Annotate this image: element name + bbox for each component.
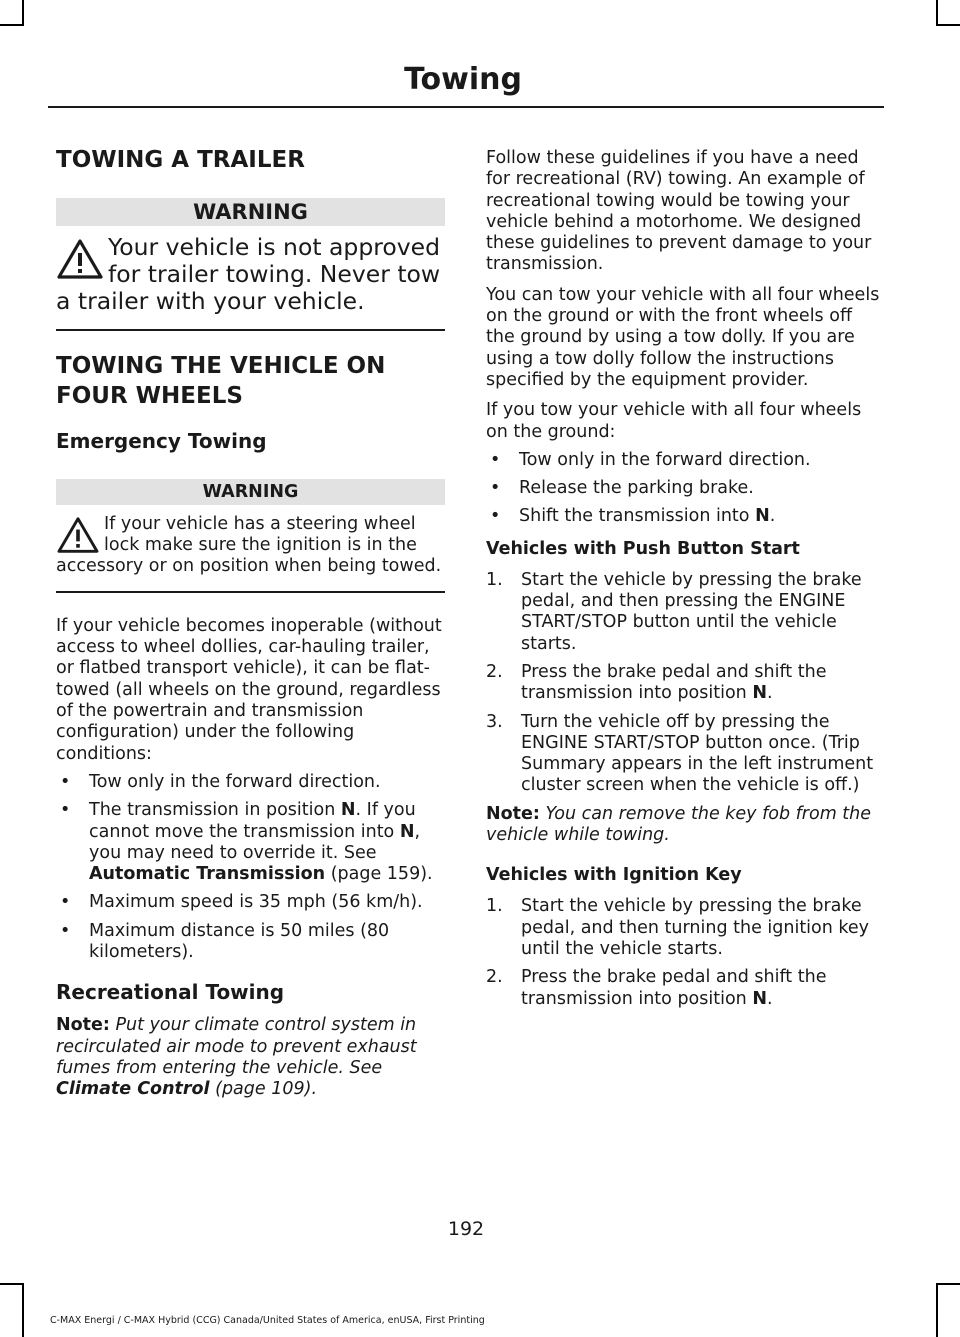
note-label: Note: (486, 803, 540, 824)
emergency-towing-heading: Emergency Towing (56, 428, 267, 453)
list-item: 1. Start the vehicle by pressing the brake pedal, and then pressing the ENGINE START/STOP button until the vehicle starts. (486, 569, 862, 654)
list-item: 2. Press the brake pedal and shift the transmission into position N. (486, 661, 827, 704)
list-item: 2. Press the brake pedal and shift the transmission into position N. (486, 967, 827, 1009)
crop-mark (936, 0, 938, 26)
bullet: • (60, 892, 71, 913)
bullet: • (60, 771, 71, 792)
warning-label: WARNING (56, 198, 445, 226)
bullet: • (60, 920, 71, 941)
list-item: • Maximum distance is 50 miles (80 kilometers). (60, 920, 390, 963)
emergency-towing-paragraph: If your vehicle becomes inoperable (without access to wheel dollies, car-hauling trailer, or flatbed transport vehicle), it can be flat-towed (all wheels on the ground, regardless of the powertrain and transmission configuration) under the following conditions: (56, 615, 442, 764)
list-item: • The transmission in position N. If you cannot move the transmission into N, you may need to override it. See Automatic Transmission (page 159). (60, 800, 433, 885)
list-item: • Maximum speed is 35 mph (56 km/h). (60, 892, 423, 913)
section-title: Towing (404, 62, 522, 97)
list-item: • Shift the transmission into N. (490, 506, 776, 527)
warning-triangle-icon (56, 516, 100, 554)
list-item: 3. Turn the vehicle off by pressing the ENGINE START/STOP button once. (Trip Summary appears in the left instrument cluster screen when the vehicle is off.) (486, 711, 874, 796)
bullet: • (60, 800, 71, 821)
recreational-towing-heading: Recreational Towing (56, 980, 285, 1005)
crop-mark (22, 0, 24, 26)
warning-triangle-icon (56, 238, 104, 280)
crop-mark (0, 1283, 24, 1285)
list-item: 1. Start the vehicle by pressing the brake pedal, and then turning the ignition key until the vehicle starts. (486, 896, 870, 959)
list-item: • Tow only in the forward direction. (490, 449, 811, 470)
page-number: 192 (447, 1218, 485, 1240)
note: Note: Put your climate control system in recirculated air mode to prevent exhaust fumes from entering the vehicle. See Climate Control (page 109). (56, 1015, 417, 1100)
note: Note: You can remove the key fob from the vehicle while towing. (486, 803, 872, 846)
ignition-key-heading: Vehicles with Ignition Key (486, 865, 742, 886)
towing-trailer-heading: TOWING A TRAILER (56, 147, 305, 173)
divider (56, 329, 445, 331)
four-wheels-heading-line2: FOUR WHEELS (56, 382, 243, 409)
crop-mark (936, 24, 960, 26)
warning-text: Your vehicle is not approved for trailer towing. Never tow a trailer with your vehicle. (56, 233, 441, 315)
bullet: • (490, 506, 501, 527)
warning-box (56, 234, 445, 315)
crop-mark (22, 1283, 24, 1337)
rv-towing-paragraph: Follow these guidelines if you have a need for recreational (RV) towing. An example of recreational towing would be towing your vehicle behind a motorhome. We designed these guidelines to prevent damage to your transmission. (486, 148, 872, 275)
note-label: Note: (56, 1015, 110, 1036)
right-column (486, 148, 881, 1010)
bullet: • (490, 478, 501, 499)
footer-text: C-MAX Energi / C-MAX Hybrid (CCG) Canada/United States of America, enUSA, First Printing (50, 1315, 485, 1326)
bullet: • (490, 449, 501, 470)
push-button-heading: Vehicles with Push Button Start (486, 538, 800, 559)
crop-mark (936, 1283, 960, 1285)
climate-control-link[interactable]: Climate Control (56, 1079, 210, 1100)
left-column (56, 140, 445, 1101)
divider (56, 591, 445, 593)
warning-text: If your vehicle has a steering wheel lock make sure the ignition is in the accessory or on position when being towed. (56, 513, 442, 577)
header-rule (48, 106, 884, 108)
crop-mark (936, 1283, 938, 1337)
four-wheels-paragraph: If you tow your vehicle with all four wheels on the ground: (486, 400, 862, 442)
four-wheels-heading-line1: TOWING THE VEHICLE ON (56, 352, 386, 379)
warning-box (56, 514, 445, 578)
list-item: • Tow only in the forward direction. (60, 771, 381, 792)
crop-mark (0, 24, 24, 26)
automatic-transmission-link[interactable]: Automatic Transmission (89, 864, 326, 885)
list-item: • Release the parking brake. (490, 478, 754, 499)
warning-label: WARNING (56, 479, 445, 505)
tow-dolly-paragraph: You can tow your vehicle with all four wheels on the ground or with the front wheels off the ground by using a tow dolly. If you are using a tow dolly follow the instructions specified by the equipment provider. (486, 284, 880, 390)
